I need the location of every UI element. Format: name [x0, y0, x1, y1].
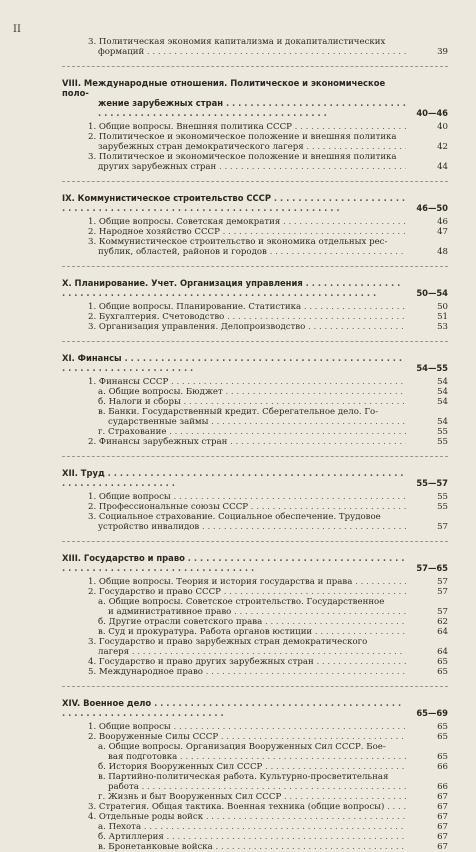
toc-entry-text: в. Бронетанковые войска . . .: [98, 842, 406, 852]
toc-entry: [62, 312, 448, 322]
section-heading: [62, 278, 448, 298]
section-heading-text: XIV. Военное дело . . .: [62, 698, 406, 718]
toc-entry-page: 65: [437, 722, 448, 732]
toc-entry-text: б. История Вооруженных Сил СССР . . .: [98, 762, 406, 772]
section-heading-text: XII. Труд . . .: [62, 468, 406, 488]
toc-entry-text: 2. Государство и право СССР . . .: [88, 587, 406, 597]
toc-entry: [62, 617, 448, 627]
section-heading: [62, 98, 448, 118]
toc-entry: [62, 762, 448, 772]
toc-entry-text: 2. Народное хозяйство СССР . . .: [88, 227, 406, 237]
section-heading-page: 65—69: [416, 708, 448, 718]
toc-entry: [62, 227, 448, 237]
toc-entry-text: б. Другие отрасли советского права . . .: [98, 617, 406, 627]
toc-entry: [62, 792, 448, 802]
toc-entry: [62, 132, 448, 142]
toc-entry: [62, 502, 448, 512]
toc-entry-text: 2. Финансы зарубежных стран . . .: [88, 437, 406, 447]
toc-entry-text: б. Налоги и сборы . . .: [98, 397, 406, 407]
toc-entry-text: г. Страхование . . .: [98, 427, 406, 437]
toc-entry-text: 2. Профессиональные союзы СССР . . .: [88, 502, 406, 512]
toc-entry-text: 2. Политическое и экономическое положение и внешняя политика: [88, 132, 397, 142]
toc-entry: [62, 772, 448, 782]
toc-entry-text: в. Суд и прокуратура. Работа органов юстиции . . .: [98, 627, 406, 637]
toc-entry-text: а. Общие вопросы. Организация Вооруженных Сил СССР. Бое-: [98, 742, 386, 752]
toc-entry: [62, 512, 448, 522]
toc-entry: [62, 492, 448, 502]
toc-entry: [62, 832, 448, 842]
section-heading-text: жение зарубежных стран . . .: [98, 98, 406, 118]
toc-entry-text: 3. Стратегия. Общая тактика. Военная техника (общие вопросы) . . .: [88, 802, 406, 812]
toc-entry-page: 67: [437, 802, 448, 812]
toc-entry-text: а. Общие вопросы. Советское строительство. Государственное: [98, 597, 385, 607]
toc-entry: [62, 597, 448, 607]
toc-entry: [62, 37, 448, 47]
toc-entry-text: в. Партийно-политическая работа. Культурно-просветительная: [98, 772, 389, 782]
toc-entry: [62, 302, 448, 312]
section-heading-page: 46—50: [416, 203, 448, 213]
toc-entry: [62, 742, 448, 752]
toc-entry: [62, 587, 448, 597]
toc-entry-page: 47: [437, 227, 448, 237]
toc-entry: [62, 407, 448, 417]
section-divider: [62, 541, 448, 542]
toc-entry-text: сударственные займы . . .: [108, 417, 406, 427]
toc-entry-page: 55: [437, 437, 448, 447]
toc-entry-text: публик, областей, районов и городов . . .: [98, 247, 406, 257]
toc-entry: [62, 47, 448, 57]
toc-entry-page: 42: [437, 142, 448, 152]
toc-entry-text: г. Жизнь и быт Вооруженных Сил СССР . . .: [98, 792, 406, 802]
toc-entry-page: 44: [437, 162, 448, 172]
section-heading: [62, 553, 448, 573]
toc-entry: [62, 427, 448, 437]
toc-entry: [62, 417, 448, 427]
toc-entry: [62, 397, 448, 407]
toc-entry: [62, 842, 448, 852]
toc-entry-page: 57: [437, 607, 448, 617]
toc-entry-text: б. Артиллерия . . .: [98, 832, 406, 842]
toc-entry-page: 67: [437, 832, 448, 842]
toc-entry: [62, 577, 448, 587]
toc-entry-text: 1. Общие вопросы . . .: [88, 492, 406, 502]
toc-entry-text: 3. Организация управления. Делопроизводство . . .: [88, 322, 406, 332]
toc-entry-text: 4. Отдельные роды войск . . .: [88, 812, 406, 822]
section-heading-page: 54—55: [416, 363, 448, 373]
toc-entry-page: 66: [437, 762, 448, 772]
page-number: II: [13, 24, 21, 35]
toc-entry-text: 3. Государство и право зарубежных стран демократического: [88, 637, 368, 647]
toc-entry: [62, 437, 448, 447]
toc-entry-page: 55: [437, 427, 448, 437]
section-heading: [62, 468, 448, 488]
toc-entry-page: 65: [437, 667, 448, 677]
toc-entry-text: формаций . . .: [98, 47, 406, 57]
toc-entry-page: 54: [437, 397, 448, 407]
toc-entry-text: а. Общие вопросы. Бюджет . . .: [98, 387, 406, 397]
toc-entry: [62, 237, 448, 247]
toc-entry-text: 5. Международное право . . .: [88, 667, 406, 677]
toc-entry-text: 1. Общие вопросы . . .: [88, 722, 406, 732]
toc-entry: [62, 657, 448, 667]
toc-entry: [62, 122, 448, 132]
toc-entry: [62, 782, 448, 792]
toc-entry-page: 65: [437, 752, 448, 762]
toc-entry: [62, 387, 448, 397]
section-heading: [62, 353, 448, 373]
section-divider: [62, 456, 448, 457]
toc-entry-text: зарубежных стран демократического лагеря . . .: [98, 142, 406, 152]
toc-entry-text: 1. Общие вопросы. Советская демократия . . .: [88, 217, 406, 227]
section-heading-text: XI. Финансы . . .: [62, 353, 406, 373]
toc-entry-page: 57: [437, 522, 448, 532]
toc-entry: [62, 627, 448, 637]
toc-entry-page: 66: [437, 782, 448, 792]
toc-entry-page: 57: [437, 587, 448, 597]
toc-entry-page: 48: [437, 247, 448, 257]
toc-entry-text: 1. Общие вопросы. Планирование. Статистика . . .: [88, 302, 406, 312]
section-divider: [62, 686, 448, 687]
section-heading: [62, 193, 448, 213]
toc-entry-text: 3. Коммунистическое строительство и экономика отдельных рес-: [88, 237, 388, 247]
section-heading-page: 50—54: [416, 288, 448, 298]
section-heading-text: VIII. Международные отношения. Политическое и экономическое поло-: [62, 78, 386, 98]
toc-entry-page: 55: [437, 492, 448, 502]
toc-entry-text: 3. Социальное страхование. Социальное обеспечение. Трудовое: [88, 512, 381, 522]
toc-entry: [62, 162, 448, 172]
toc-entry: [62, 812, 448, 822]
toc-entry-page: 54: [437, 417, 448, 427]
toc-entry-page: 54: [437, 377, 448, 387]
section-heading-page: 40—46: [416, 108, 448, 118]
toc-entry-page: 62: [437, 617, 448, 627]
toc-entry-page: 65: [437, 657, 448, 667]
toc-entry-page: 67: [437, 792, 448, 802]
toc-entry-text: 3. Политическое и экономическое положение и внешняя политика: [88, 152, 397, 162]
toc-entry-text: 3. Политическая экономия капитализма и докапиталистических: [88, 37, 386, 47]
toc-entry-text: лагеря . . .: [98, 647, 406, 657]
toc-entry-text: работа . . .: [108, 782, 406, 792]
toc-entry-page: 57: [437, 577, 448, 587]
toc-entry-text: устройство инвалидов . . .: [98, 522, 406, 532]
toc-entry: [62, 667, 448, 677]
toc-entry: [62, 822, 448, 832]
section-divider: [62, 341, 448, 342]
toc-entry-text: а. Пехота . . .: [98, 822, 406, 832]
table-of-contents: [62, 37, 448, 852]
toc-entry-page: 39: [437, 47, 448, 57]
toc-entry-text: 1. Общие вопросы. Внешняя политика СССР . . .: [88, 122, 406, 132]
toc-entry-page: 46: [437, 217, 448, 227]
toc-entry: [62, 142, 448, 152]
toc-entry-text: в. Банки. Государственный кредит. Сберегательное дело. Го-: [98, 407, 379, 417]
toc-entry: [62, 637, 448, 647]
section-heading: [62, 78, 448, 98]
toc-entry-page: 50: [437, 302, 448, 312]
toc-entry-text: 1. Общие вопросы. Теория и история государства и права . . .: [88, 577, 406, 587]
section-heading-text: X. Планирование. Учет. Организация управления . . .: [62, 278, 406, 298]
toc-entry: [62, 752, 448, 762]
section-heading: [62, 698, 448, 718]
toc-entry-text: вая подготовка . . .: [108, 752, 406, 762]
toc-entry-page: 40: [437, 122, 448, 132]
toc-entry: [62, 802, 448, 812]
section-heading-page: 55—57: [416, 478, 448, 488]
toc-entry-text: 2. Бухгалтерия. Счетоводство . . .: [88, 312, 406, 322]
toc-entry: [62, 377, 448, 387]
section-heading-text: IX. Коммунистическое строительство СССР . . .: [62, 193, 406, 213]
toc-entry: [62, 732, 448, 742]
toc-entry: [62, 607, 448, 617]
toc-entry-page: 54: [437, 387, 448, 397]
toc-entry: [62, 152, 448, 162]
toc-entry-page: 67: [437, 822, 448, 832]
toc-entry: [62, 647, 448, 657]
toc-entry: [62, 322, 448, 332]
toc-entry-text: и административное право . . .: [108, 607, 406, 617]
toc-entry-text: других зарубежных стран . . .: [98, 162, 406, 172]
toc-entry-page: 64: [437, 647, 448, 657]
section-heading-page: 57—65: [416, 563, 448, 573]
toc-entry-page: 67: [437, 842, 448, 852]
toc-entry-text: 4. Государство и право других зарубежных стран . . .: [88, 657, 406, 667]
toc-entry: [62, 522, 448, 532]
toc-entry-page: 55: [437, 502, 448, 512]
section-divider: [62, 266, 448, 267]
toc-entry-page: 67: [437, 812, 448, 822]
toc-entry-page: 51: [437, 312, 448, 322]
toc-entry-page: 53: [437, 322, 448, 332]
section-divider: [62, 181, 448, 182]
section-divider: [62, 66, 448, 67]
toc-entry-text: 1. Финансы СССР . . .: [88, 377, 406, 387]
toc-entry: [62, 217, 448, 227]
toc-entry: [62, 722, 448, 732]
toc-entry-text: 2. Вооруженные Силы СССР . . .: [88, 732, 406, 742]
toc-entry: [62, 247, 448, 257]
toc-entry-page: 64: [437, 627, 448, 637]
section-heading-text: XIII. Государство и право . . .: [62, 553, 406, 573]
toc-entry-page: 65: [437, 732, 448, 742]
